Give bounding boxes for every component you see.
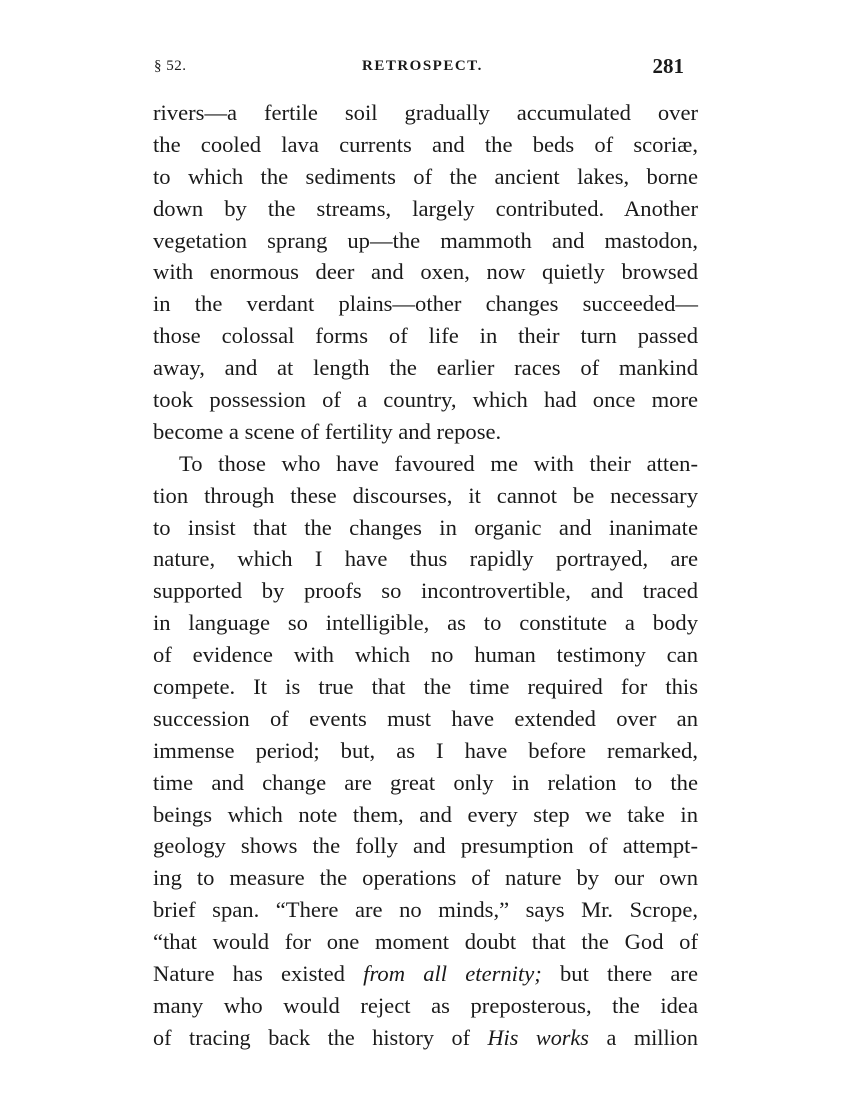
text-line: vegetation sprang up—the mammoth and mastodon, [153,227,698,253]
text-line: took possession of a country, which had once more [153,387,698,413]
italic-phrase: from all eternity; [363,961,542,987]
text-line: to insist that the changes in organic and inanimate [153,514,698,540]
text-line: many who would reject as preposterous, the idea [153,992,698,1018]
text-line-with-italic [153,1022,698,1054]
line-segment: of tracing back the history of [153,1024,488,1050]
line-segment: a million [588,1024,698,1050]
section-number: § 52. [154,58,187,74]
text-line: rivers—a fertile soil gradually accumulated over [153,100,698,125]
text-line: with enormous deer and oxen, now quietly browsed [153,259,698,285]
text-line: tion through these discourses, it cannot be necessary [153,482,698,508]
text-line: compete. It is true that the time required for this [153,674,698,700]
text-line: those colossal forms of life in their turn passed [153,323,698,349]
text-line: in language so intelligible, as to constitute a body [153,610,698,636]
running-head: RETROSPECT. [362,58,483,74]
text-line: brief span. “There are no minds,” says Mr. Scrope, [153,897,698,923]
text-line: to which the sediments of the ancient lakes, borne [153,163,698,189]
text-line: supported by proofs so incontrovertible, and traced [153,578,698,604]
paragraph-last-line: become a scene of fertility and repose. [153,418,502,444]
line-segment: but there are [541,961,698,987]
text-line-with-italic [153,958,698,990]
text-line: down by the streams, largely contributed. Another [153,195,698,221]
text-line: in the verdant plains—other changes succeeded— [153,291,698,317]
text-line: nature, which I have thus rapidly portrayed, are [153,546,698,572]
text-line: immense period; but, as I have before remarked, [153,737,698,763]
text-line: away, and at length the earlier races of mankind [153,355,698,381]
text-line: succession of events must have extended over an [153,705,698,731]
paragraph-first-line: To those who have favoured me with their atten- [179,450,698,476]
text-line: time and change are great only in relation to the [153,769,698,795]
page-number: 281 [652,54,684,78]
line-segment: Nature has existed [153,961,364,987]
text-line: “that would for one moment doubt that the God of [153,929,698,955]
text-line: geology shows the folly and presumption of attempt- [153,833,698,859]
text-line: ing to measure the operations of nature by our own [153,865,698,891]
text-line: of evidence with which no human testimony can [153,642,698,668]
body-text [153,97,698,1054]
page-header [154,56,684,86]
text-line: the cooled lava currents and the beds of scoriæ, [153,131,698,157]
text-line: beings which note them, and every step we take in [153,801,698,827]
italic-phrase: His works [487,1024,589,1050]
